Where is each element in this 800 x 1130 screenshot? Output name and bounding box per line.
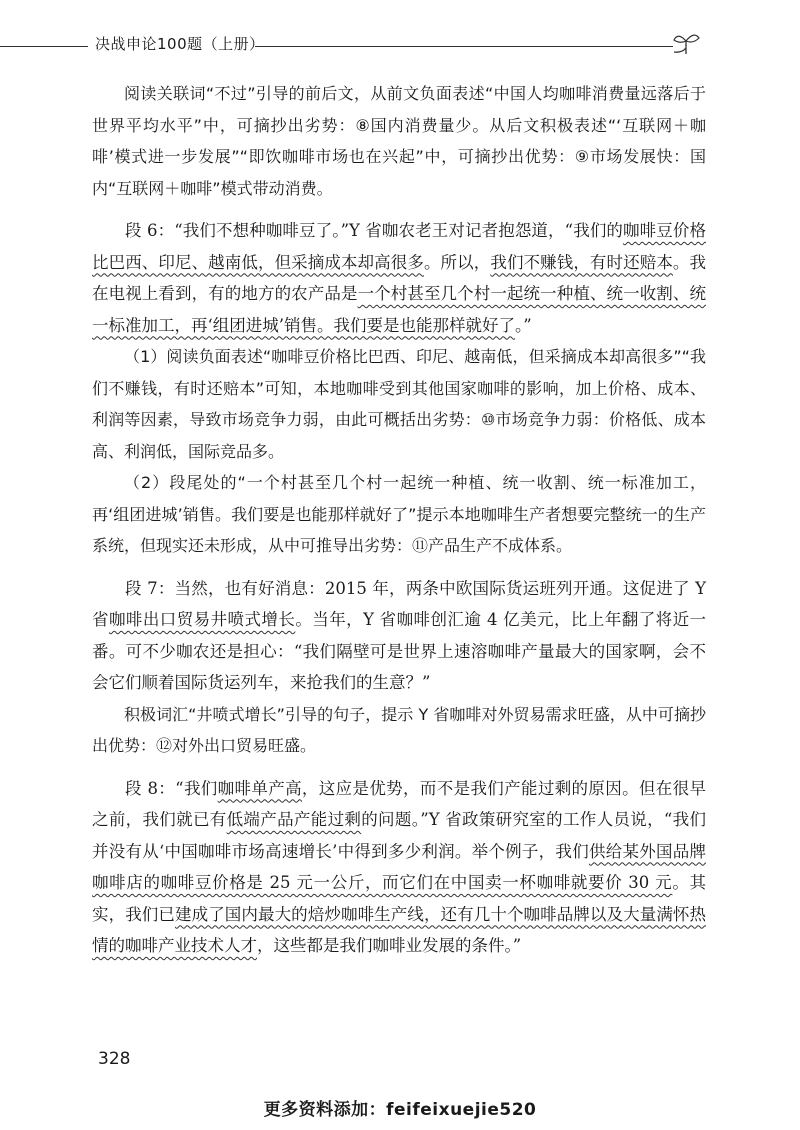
paragraph-gap [92, 204, 706, 215]
analysis-paragraph: （2）段尾处的“一个村甚至几个村一起统一种植、统一收割、统一标准加工，再‘组团进城’销售。我们要是也能那样就好了”提示本地咖啡生产者想要完整统一的生产系统，但现实还未形成，从中可推导出劣势：⑪产品生产不成体系。 [92, 473, 706, 555]
text-run: “我们 [175, 778, 218, 798]
highlighted-phrase: 咖啡出口贸易井喷式增长 [108, 610, 296, 629]
source-paragraph [92, 773, 706, 962]
highlighted-phrase: 咖啡单产高 [217, 778, 302, 798]
text-run: ，这些都是我们咖啡业发展的条件。” [257, 936, 522, 955]
running-header [0, 30, 800, 60]
header-rule-right [255, 46, 673, 47]
text-run: “我们不想种咖啡豆了。”Y 省咖农老王对记者抱怨道，“我们的 [174, 221, 624, 240]
text-run: 当然，也有好消息：2015 年，两条中欧国际货运班列开通。这促进了 Y 省 [92, 578, 707, 629]
text-run: ，这应是优势，而不是我们产能过剩的原因。但在很早之前，我们就已有 [92, 778, 707, 829]
footer-note: 更多资料添加：feifeixuejie520 [263, 1100, 537, 1120]
highlighted-phrase: 低端产品产能过剩 [226, 810, 362, 829]
paragraph-gap [92, 562, 706, 573]
text-run: 。我在电视上看到，有的地方的农产品是 [92, 252, 707, 303]
paragraph-gap [92, 762, 706, 773]
header-rule-left [0, 46, 88, 47]
source-paragraph [92, 215, 706, 341]
analysis-paragraph: 阅读关联词“不过”引导的前后文，从前文负面表述“中国人均咖啡消费量远落后于世界平均水平”中，可摘抄出劣势：⑧国内消费量少。从后文积极表述“‘互联网＋咖啡’模式进一步发展”“即饮咖啡市场也在兴起”中，可摘抄出优势：⑨市场发展快：国内“互联网＋咖啡”模式带动消费。 [92, 84, 706, 198]
highlighted-phrase: 一个村甚至几个村一起统一种植、统一收割、统一标准加工，再‘组团进城’销售。我们要是也能那样就好了 [92, 284, 707, 335]
text-run: 。其实，我们已 [92, 873, 707, 924]
segment-label: 段 7： [125, 578, 175, 598]
page-body [92, 78, 706, 962]
text-run: 的问题。”Y 省政策研究室的工作人员说，“我们并没有从‘中国咖啡市场高速增长’中得到多少利润。举个例子，我们 [92, 810, 706, 861]
text-run: 。” [515, 315, 532, 335]
book-title: 决战申论100题（上册） [95, 35, 265, 53]
segment-label: 段 6： [125, 221, 175, 240]
text-run: 。所以， [423, 252, 491, 272]
highlighted-phrase: 供给某外国品牌咖啡店的咖啡豆价格是 25 元一公斤，而它们在中国卖一杯咖啡就要价 30 元 [92, 841, 706, 892]
segment-label: 段 8： [125, 778, 176, 798]
page-number: 328 [98, 1049, 131, 1069]
highlighted-phrase: 我们不赚钱，有时还赔本 [490, 252, 673, 272]
highlighted-phrase: 建成了国内最大的焙炒咖啡生产线，还有几十个咖啡品牌以及大量满怀热情的咖啡产业技术人才 [92, 904, 707, 955]
analysis-paragraph: （1）阅读负面表述“咖啡豆价格比巴西、印尼、越南低，但采摘成本却高很多”“我们不赚钱，有时还赔本”可知，本地咖啡受到其他国家咖啡的影响，加上价格、成本、利润等因素，导致市场竞争力弱，由此可概括出劣势：⑩市场竞争力弱：价格低、成本高、利润低，国际竞品多。 [92, 347, 706, 461]
highlighted-phrase: 咖啡豆价格比巴西、印尼、越南低，但采摘成本却高很多 [92, 221, 706, 272]
text-run: 。当年，Y 省咖啡创汇逾 4 亿美元，比上年翻了将近一番。可不少咖农还是担心：“我们隔壁可是世界上速溶咖啡产量最大的国家啊，会不会它们顺着国际货运列车，来抢我们的生意？” [92, 610, 707, 692]
source-paragraph [92, 573, 706, 699]
analysis-paragraph: 积极词汇“井喷式增长”引导的句子，提示 Y 省咖啡对外贸易需求旺盛，从中可摘抄出优势：⑫对外出口贸易旺盛。 [92, 704, 706, 755]
sprout-icon [670, 30, 702, 60]
